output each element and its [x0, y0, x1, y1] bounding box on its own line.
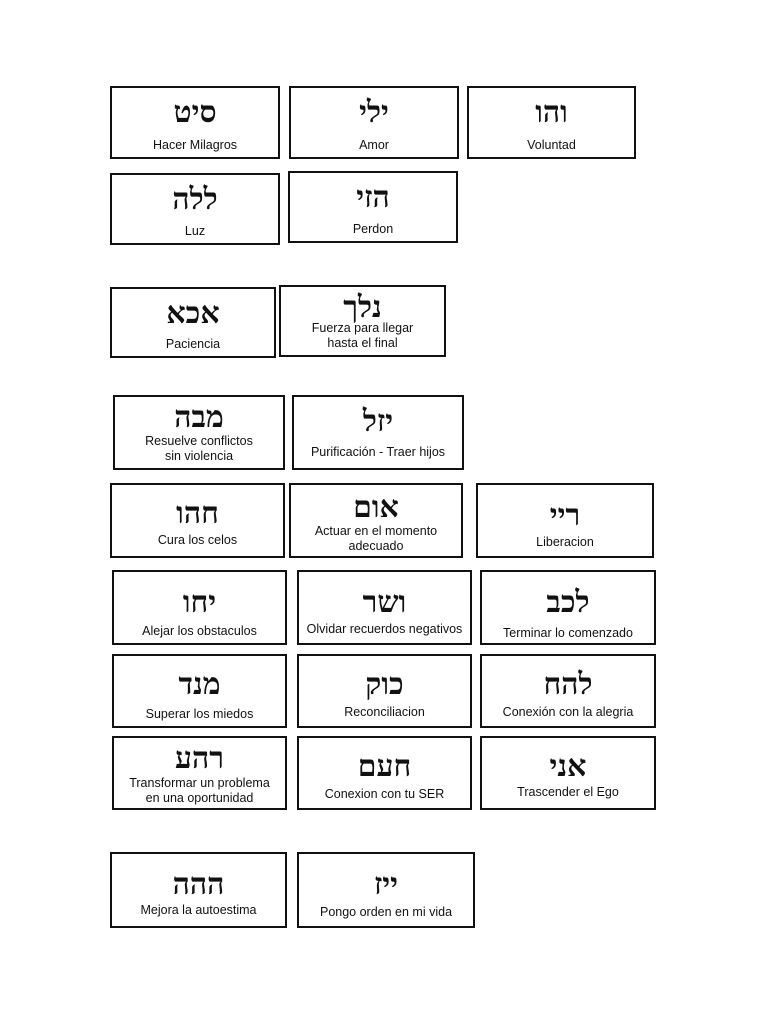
name-card — [110, 852, 287, 928]
card-caption: Mejora la autoestima — [140, 903, 257, 917]
hebrew-name: חעם — [357, 749, 412, 784]
card-caption: Reconciliacion — [344, 705, 425, 719]
card-caption: Luz — [184, 224, 206, 238]
hebrew-name: אום — [353, 490, 399, 525]
hebrew-name: להח — [543, 667, 593, 702]
card-caption: Alejar los obstaculos — [142, 624, 257, 638]
name-card — [297, 852, 475, 928]
name-card — [297, 570, 472, 645]
card-caption: Paciencia — [165, 337, 221, 351]
name-card — [110, 173, 280, 245]
name-card — [110, 86, 280, 159]
hebrew-name: חהו — [176, 496, 219, 531]
name-card — [112, 654, 287, 728]
card-caption: Amor — [359, 138, 389, 152]
hebrew-name: יחו — [182, 585, 217, 620]
hebrew-name: נלך — [343, 290, 382, 325]
name-card — [297, 736, 472, 810]
card-caption: Terminar lo comenzado — [503, 626, 633, 640]
name-card — [289, 483, 463, 558]
name-card — [112, 570, 287, 645]
card-caption: Perdon — [352, 222, 394, 236]
name-card — [476, 483, 654, 558]
hebrew-name: רהע — [175, 741, 224, 776]
name-card — [297, 654, 472, 728]
card-caption: Conexión con la alegria — [502, 705, 634, 719]
name-card — [480, 570, 656, 645]
card-caption: Voluntad — [527, 138, 576, 152]
hebrew-name: ילי — [359, 95, 389, 130]
card-caption: Olvidar recuerdos negativos — [306, 622, 463, 636]
hebrew-name: הזי — [356, 180, 390, 215]
card-caption: Hacer Milagros — [152, 138, 238, 152]
card-caption: Actuar en el momento adecuado — [314, 524, 438, 553]
hebrew-name: יזל — [362, 404, 394, 439]
hebrew-name: סיט — [173, 95, 217, 130]
name-card — [480, 654, 656, 728]
name-card — [289, 86, 459, 159]
card-caption: Trascender el Ego — [517, 785, 619, 799]
name-card — [480, 736, 656, 810]
card-caption: Fuerza para llegar hasta el final — [311, 321, 414, 350]
name-card — [110, 287, 276, 358]
hebrew-name: מנד — [178, 667, 221, 702]
hebrew-name: כוק — [365, 667, 404, 702]
card-caption: Resuelve conflictos sin violencia — [145, 434, 253, 463]
hebrew-name: ריי — [549, 498, 581, 533]
hebrew-name: אני — [549, 749, 587, 784]
name-card — [292, 395, 464, 470]
card-caption: Purificación - Traer hijos — [310, 445, 446, 459]
hebrew-name: מבה — [174, 400, 224, 435]
name-card — [112, 736, 287, 810]
name-card — [110, 483, 285, 558]
hebrew-name: והו — [535, 95, 568, 130]
card-caption: Transformar un problema en una oportunidad — [129, 776, 270, 805]
hebrew-name: ייז — [373, 867, 399, 902]
hebrew-name: ללה — [172, 182, 218, 217]
hebrew-name: ושר — [362, 585, 407, 620]
card-caption: Pongo orden en mi vida — [319, 905, 453, 919]
card-caption: Liberacion — [536, 535, 594, 549]
name-card — [279, 285, 446, 357]
hebrew-name: לכב — [546, 585, 590, 620]
card-caption: Conexion con tu SER — [324, 787, 445, 801]
hebrew-name: אכא — [166, 296, 220, 331]
hebrew-name: ההה — [172, 867, 225, 902]
name-card — [467, 86, 636, 159]
name-card — [113, 395, 285, 470]
card-caption: Superar los miedos — [145, 707, 254, 721]
card-caption: Cura los celos — [157, 533, 238, 547]
name-card — [288, 171, 458, 243]
